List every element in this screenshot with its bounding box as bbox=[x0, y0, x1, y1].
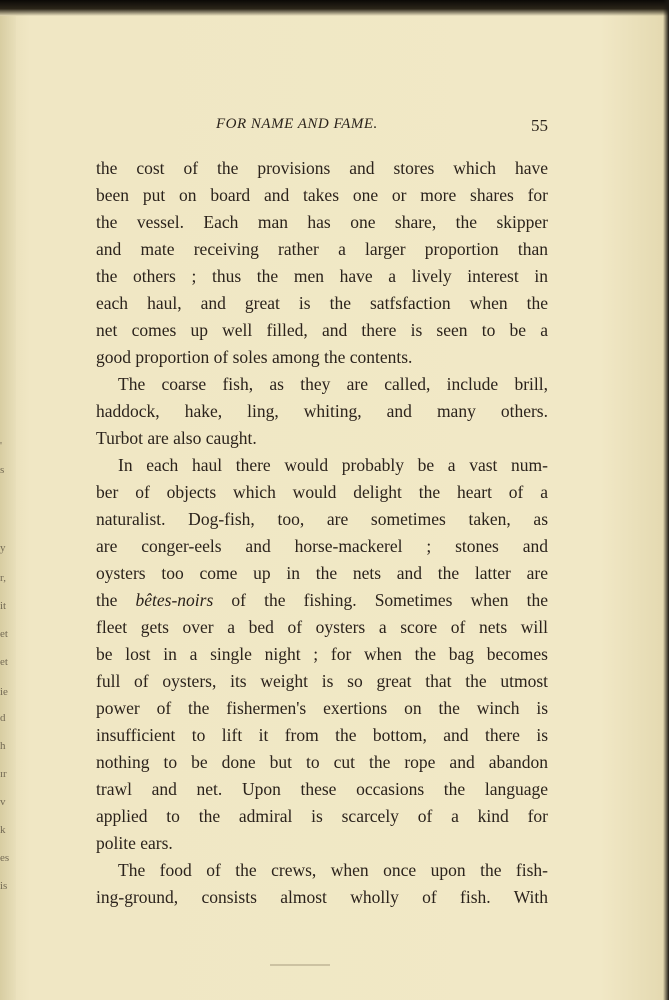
text-line: good proportion of soles among the contents. bbox=[96, 347, 413, 367]
text-line: full of oysters, its weight is so great that the utmost bbox=[96, 671, 548, 691]
running-header bbox=[96, 116, 548, 138]
text-line: net comes up well filled, and there is seen to be a bbox=[96, 320, 548, 340]
bleed-glyph: ' bbox=[0, 440, 2, 452]
bleed-glyph: k bbox=[0, 824, 6, 836]
text-line: fleet gets over a bed of oysters a score of nets will bbox=[96, 617, 548, 637]
body-text bbox=[96, 155, 548, 911]
text-line: The food of the crews, when once upon the fish- bbox=[118, 860, 548, 880]
text-line: be lost in a single night ; for when the bag becomes bbox=[96, 644, 548, 664]
text-line: the bêtes-noirs of the fishing. Sometimes when the bbox=[96, 590, 548, 610]
text-line: haddock, hake, ling, whiting, and many others. bbox=[96, 401, 548, 421]
bleed-glyph: v bbox=[0, 796, 6, 808]
text-line: the vessel. Each man has one share, the skipper bbox=[96, 212, 548, 232]
bleed-glyph: is bbox=[0, 880, 8, 892]
text-line: applied to the admiral is scarcely of a kind for bbox=[96, 806, 548, 826]
italic-phrase: bêtes-noirs bbox=[135, 590, 214, 610]
text-line: the cost of the provisions and stores which have bbox=[96, 158, 548, 178]
text-line: polite ears. bbox=[96, 833, 173, 853]
text-line: Turbot are also caught. bbox=[96, 428, 257, 448]
text-line: oysters too come up in the nets and the latter are bbox=[96, 563, 548, 583]
bleed-glyph: s bbox=[0, 464, 5, 476]
bleed-glyph: h bbox=[0, 740, 6, 752]
text-line: ber of objects which would delight the heart of a bbox=[96, 482, 548, 502]
bleed-glyph: y bbox=[0, 542, 6, 554]
bleed-glyph: r, bbox=[0, 572, 6, 584]
page-right-edge bbox=[663, 0, 669, 1000]
text-line: nothing to be done but to cut the rope and abandon bbox=[96, 752, 548, 772]
text-line: been put on board and takes one or more shares for bbox=[96, 185, 548, 205]
text-line: each haul, and great is the satfsfaction when the bbox=[96, 293, 548, 313]
bleed-glyph: et bbox=[0, 656, 8, 668]
text-line: trawl and net. Upon these occasions the language bbox=[96, 779, 548, 799]
bleed-glyph: d bbox=[0, 712, 6, 724]
text-line: power of the fishermen's exertions on the winch is bbox=[96, 698, 548, 718]
bleed-glyph: ie bbox=[0, 686, 8, 698]
text-line: naturalist. Dog-fish, too, are sometimes taken, as bbox=[96, 509, 548, 529]
bleed-glyph: et bbox=[0, 628, 8, 640]
text-line: and mate receiving rather a larger proportion than bbox=[96, 239, 548, 259]
text-line: ing-ground, consists almost wholly of fish. With bbox=[96, 887, 548, 907]
page-number: 55 bbox=[531, 116, 548, 135]
text-line: insufficient to lift it from the bottom, and there is bbox=[96, 725, 548, 745]
text-line: are conger-eels and horse-mackerel ; stones and bbox=[96, 536, 548, 556]
text-line: In each haul there would probably be a vast num- bbox=[118, 455, 548, 475]
text-line: The coarse fish, as they are called, include brill, bbox=[118, 374, 548, 394]
bleed-glyph: ɪr bbox=[0, 768, 7, 780]
page-top-shadow bbox=[0, 0, 669, 16]
bleed-glyph: es bbox=[0, 852, 10, 864]
bleed-glyph: it bbox=[0, 600, 7, 612]
running-title: FOR NAME AND FAME. bbox=[216, 116, 378, 132]
text-line: the others ; thus the men have a lively interest in bbox=[96, 266, 548, 286]
page-stain bbox=[270, 964, 330, 966]
